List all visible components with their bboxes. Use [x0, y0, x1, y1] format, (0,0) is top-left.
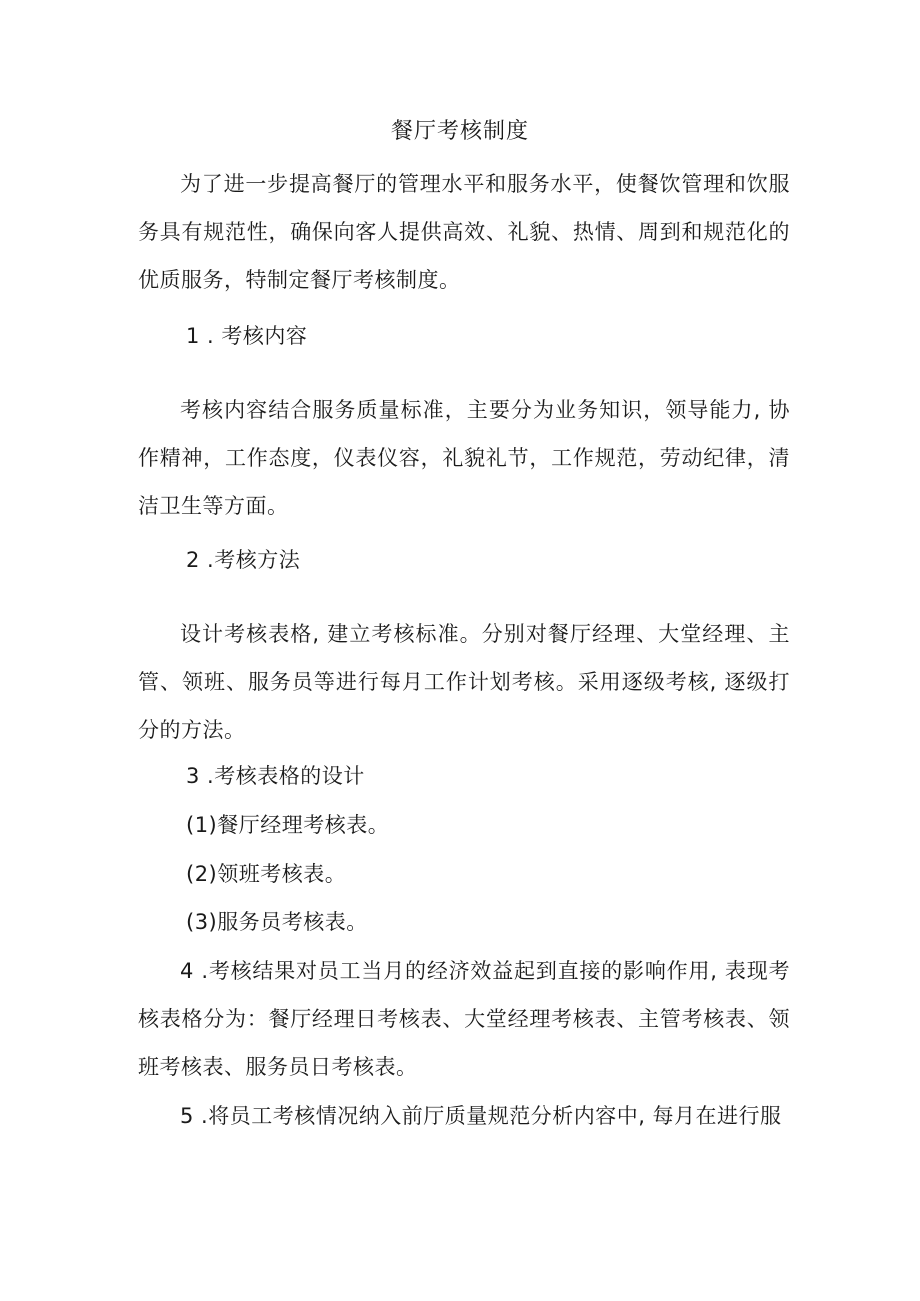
list-item-3: (3)服务员考核表。	[186, 910, 368, 934]
section-4-paragraph: 4 .考核结果对员工当月的经济效益起到直接的影响作用, 表现考核表格分为：餐厅经理日考核表、大堂经理考核表、主管考核表、领班考核表、服务员日考核表。	[138, 959, 790, 1079]
list-item-1: (1)餐厅经理考核表。	[186, 813, 390, 837]
section-2-heading: 2 .考核方法	[186, 548, 301, 572]
list-item-2: (2)领班考核表。	[186, 862, 347, 886]
section-1-heading: 1 . 考核内容	[186, 324, 308, 348]
section-2-body: 设计考核表格, 建立考核标准。分别对餐厅经理、大堂经理、主管、领班、服务员等进行每月工作计划考核。采用逐级考核, 逐级打分的方法。	[138, 622, 790, 742]
intro-paragraph: 为了进一步提高餐厅的管理水平和服务水平，使餐饮管理和饮服务具有规范性，确保向客人提供高效、礼貌、热情、周到和规范化的优质服务，特制定餐厅考核制度。	[138, 172, 790, 292]
section-1-body: 考核内容结合服务质量标准，主要分为业务知识，领导能力, 协作精神，工作态度，仪表仪容，礼貌礼节，工作规范，劳动纪律，清洁卫生等方面。	[138, 398, 790, 518]
section-5-paragraph: 5 .将员工考核情况纳入前厅质量规范分析内容中, 每月在进行服	[180, 1104, 782, 1128]
section-3-heading: 3 .考核表格的设计	[186, 764, 365, 788]
document-title: 餐厅考核制度	[390, 119, 529, 144]
